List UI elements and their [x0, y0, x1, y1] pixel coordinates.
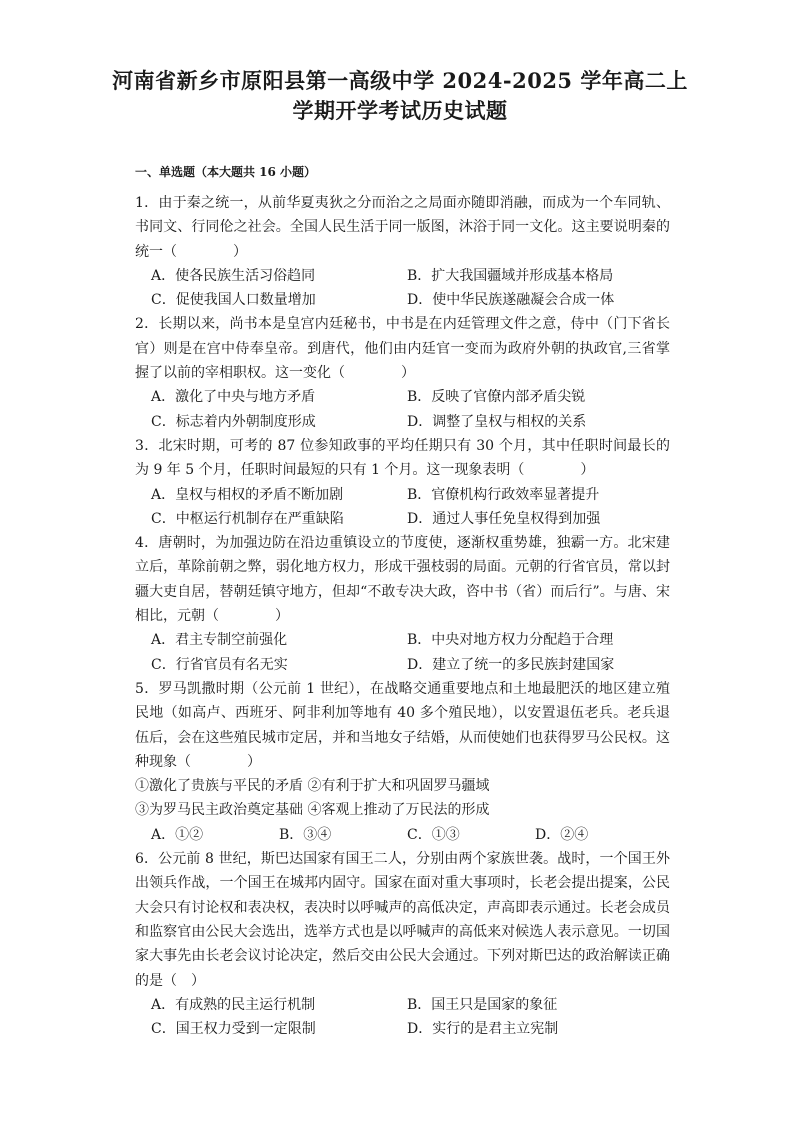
option-c: C．行省官员有名无实	[151, 656, 288, 673]
option-d: D．实行的是君主立宪制	[407, 1021, 559, 1038]
question-3	[135, 434, 670, 531]
question-stem: 5．罗马凯撒时期（公元前 1 世纪），在战略交通重要地点和土地最肥沃的地区建立殖民地（如高卢、西班牙、阿非利加等地有 40 多个殖民地），以安置退伍老兵。老兵退伍后，会在这些殖民城市定居，并和当地女子结婚，从而使她们也获得罗马公民权。这种现象（ ）	[135, 680, 670, 770]
options-grid	[135, 385, 670, 434]
option-c: C．国王权力受到一定限制	[151, 1021, 316, 1038]
question-stem: 1．由于秦之统一，从前华夏夷狄之分而治之之局面亦随即消融，而成为一个车同轨、书同文、行同伦之社会。全国人民生活于同一版图，沐浴于同一文化。这主要说明秦的统一（ ）	[135, 195, 670, 260]
option-b: B．官僚机构行政效率显著提升	[407, 486, 600, 503]
option-c: C．①③	[407, 826, 460, 843]
option-a: A．使各民族生活习俗趋同	[151, 267, 316, 284]
statement-list	[135, 774, 670, 823]
question-5	[135, 677, 670, 847]
options-grid	[135, 483, 670, 532]
option-b: B．中央对地方权力分配趋于合理	[407, 632, 614, 649]
question-2	[135, 312, 670, 433]
option-c: C．促使我国人口数量增加	[151, 292, 316, 309]
option-a: A．有成熟的民主运行机制	[151, 996, 316, 1013]
question-6	[135, 847, 670, 1041]
question-list	[135, 191, 670, 1041]
options-grid	[135, 823, 670, 847]
statement-line: ③为罗马民主政治奠定基础 ④客观上推动了万民法的形成	[135, 802, 490, 819]
options-grid	[135, 628, 670, 677]
document-title	[100, 66, 700, 126]
option-d: D．调整了皇权与相权的关系	[407, 413, 587, 430]
options-grid	[135, 264, 670, 313]
option-b: B．③④	[279, 826, 332, 843]
option-b: B．反映了官僚内部矛盾尖锐	[407, 389, 586, 406]
question-4	[135, 531, 670, 677]
title-line-1: 河南省新乡市原阳县第一高级中学 2024-2025 学年高二上	[112, 68, 688, 93]
title-line-2: 学期开学考试历史试题	[292, 98, 508, 123]
option-d: D．通过人事任免皇权得到加强	[407, 510, 601, 527]
statement-line: ①激化了贵族与平民的矛盾 ②有利于扩大和巩固罗马疆域	[135, 778, 490, 795]
option-d: D．使中华民族遂融凝会合成一体	[407, 292, 615, 309]
question-stem: 4．唐朝时，为加强边防在沿边重镇设立的节度使，逐渐权重势雄，独霸一方。北宋建立后，革除前朝之弊，弱化地方权力，形成干强枝弱的局面。元朝的行省官员，常以封疆大吏自居，替朝廷镇守地方，但却“不敢专决大政，咨中书（省）而后行”。与唐、宋相比，元朝（ ）	[135, 535, 670, 625]
question-stem: 6．公元前 8 世纪，斯巴达国家有国王二人，分别由两个家族世袭。战时，一个国王外出领兵作战，一个国王在城邦内固守。国家在面对重大事项时，长老会提出提案，公民大会只有讨论权和表决权，表决时以呼喊声的高低决定，声高即表示通过。长老会成员和监察官由公民大会选出，选举方式也是以呼喊声的高低来对候选人表示意见。一切国家大事先由长老会议讨论决定，然后交由公民大会通过。下列对斯巴达的政治解读正确的是（ ）	[135, 851, 670, 989]
option-a: A．皇权与相权的矛盾不断加剧	[151, 486, 344, 503]
question-stem: 3．北宋时期，可考的 87 位参知政事的平均任期只有 30 个月，其中任职时间最长的为 9 年 5 个月，任职时间最短的只有 1 个月。这一现象表明（ ）	[135, 437, 670, 479]
question-1	[135, 191, 670, 312]
option-a: A．激化了中央与地方矛盾	[151, 389, 316, 406]
option-d: D．建立了统一的多民族封建国家	[407, 656, 615, 673]
option-a: A．君主专制空前强化	[151, 632, 288, 649]
option-d: D．②④	[535, 826, 589, 843]
section-heading: 一、单选题（本大题共 16 小题）	[135, 165, 317, 179]
option-c: C．中枢运行机制存在严重缺陷	[151, 510, 344, 527]
option-b: B．扩大我国疆域并形成基本格局	[407, 267, 614, 284]
options-grid	[135, 993, 670, 1042]
option-b: B．国王只是国家的象征	[407, 996, 558, 1013]
question-stem: 2．长期以来，尚书本是皇宫内廷秘书，中书是在内廷管理文件之意，侍中（门下省长官）则是在宫中侍奉皇帝。到唐代，他们由内廷官一变而为政府外朝的执政官,三省掌握了以前的宰相职权。这一变化（ ）	[135, 316, 670, 382]
option-c: C．标志着内外朝制度形成	[151, 413, 316, 430]
option-a: A．①②	[151, 826, 204, 843]
